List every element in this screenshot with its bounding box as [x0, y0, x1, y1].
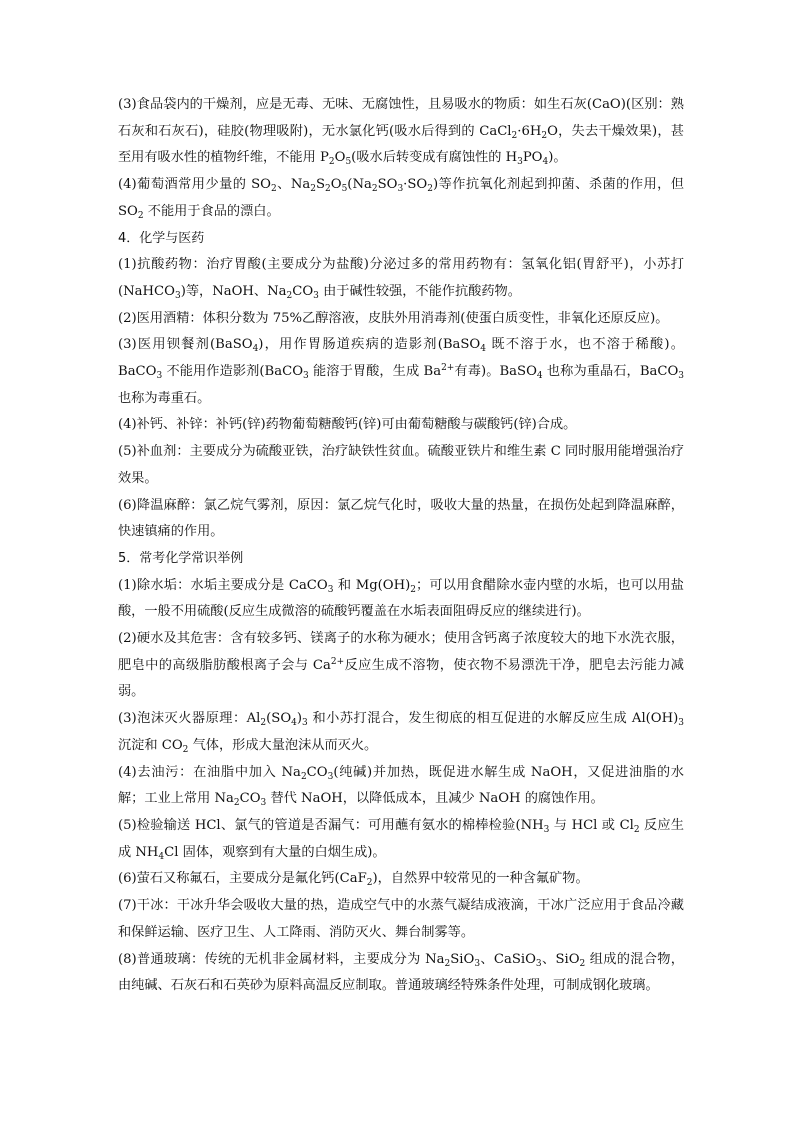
document-body [118, 92, 684, 1000]
paragraph: (8)普通玻璃：传统的无机非金属材料，主要成分为 $Na_2SiO_3$、CaSiO$_3$、SiO$_2$ 组成的混合物，由纯碱、石灰石和石英砂为原料高温反应制取。普通玻璃经特殊条件处理，可制成钢化玻璃。 [118, 951, 684, 994]
paragraph: (2)医用酒精：体积分数为 75%乙醇溶液，皮肤外用消毒剂(使蛋白质变性，非氧化还原反应)。 [118, 310, 669, 326]
paragraph: (3)泡沫灭火器原理：$Al_2(SO_4)_3$ 和小苏打混合，发生彻底的相互促进的水解反应生成 $Al(OH)_3$ 沉淀和 $CO_2$ 气体，形成大量泡沫从而灭火。 [118, 711, 684, 755]
paragraph: (5)检验输送 HCl、氯气的管道是否漏气：可用蘸有氨水的棉棒检验($NH_3$ 与 HCl 或 $Cl_2$ 反应生成 $NH_4Cl$ 固体，观察到有大量的白烟生成)。 [118, 817, 684, 862]
paragraph: (4)葡萄酒常用少量的 $SO_2$、$Na_2S_2O_5(Na_2SO_3\cdot SO_2)$等作抗氧化剂起到抑菌、杀菌的作用，但 $SO_2$ 不能用于食品的漂白。 [118, 177, 684, 221]
paragraph: (5)补血剂：主要成分为硫酸亚铁，治疗缺铁性贫血。硫酸亚铁片和维生素 C 同时服用能增强治疗效果。 [118, 444, 684, 486]
paragraph: (7)干冰：干冰升华会吸收大量的热，造成空气中的水蒸气凝结成液滴，干冰广泛应用于食品冷藏和保鲜运输、医疗卫生、人工降雨、消防灭火、舞台制雾等。 [118, 898, 684, 940]
paragraph: (4)去油污：在油脂中加入 $Na_2CO_3$(纯碱)并加热，既促进水解生成 NaOH，又促进油脂的水解；工业上常用 $Na_2CO_3$ 替代 NaOH，以降低成本，且减少 NaOH 的腐蚀作用。 [118, 764, 684, 809]
paragraph: (3)医用钡餐剂(BaSO$_4$)，用作胃肠道疾病的造影剂(BaSO$_4$ 既不溶于水，也不溶于稀酸)。BaCO$_3$ 不能用作造影剂(BaCO$_3$ 能溶于胃酸，生成 $Ba^{2+}$有毒)。BaSO$_4$ 也称为重晶石，BaCO$_3$ 也称为毒重石。 [118, 337, 685, 406]
paragraph: (2)硬水及其危害：含有较多钙、镁离子的水称为硬水；使用含钙离子浓度较大的地下水洗衣服，肥皂中的高级脂肪酸根离子会与 $Ca^{2+}$反应生成不溶物，使衣物不易漂洗干净，肥皂去污能力减弱。 [118, 631, 684, 700]
section-heading: 4．化学与医药 [118, 230, 205, 246]
paragraph: (1)抗酸药物：治疗胃酸(主要成分为盐酸)分泌过多的常用药物有：氢氧化铝(胃舒平)，小苏打(NaHCO$_3$)等，NaOH、$Na_2CO_3$ 由于碱性较强，不能作抗酸药物。 [118, 257, 684, 301]
paragraph: (6)降温麻醉：氯乙烷气雾剂，原因：氯乙烷气化时，吸收大量的热量，在损伤处起到降温麻醉，快速镇痛的作用。 [118, 497, 684, 540]
section-heading: 5．常考化学常识举例 [118, 550, 244, 566]
paragraph: (1)除水垢：水垢主要成分是 CaCO$_3$ 和 $Mg(OH)_2$；可以用食醋除水壶内壁的水垢，也可以用盐酸，一般不用硫酸(反应生成微溶的硫酸钙覆盖在水垢表面阻碍反应的继续进行)。 [118, 577, 684, 620]
paragraph: (4)补钙、补锌：补钙(锌)药物葡萄糖酸钙(锌)可由葡萄糖酸与碳酸钙(锌)合成。 [118, 417, 577, 433]
paragraph: (3)食品袋内的干燥剂，应是无毒、无味、无腐蚀性，且易吸水的物质：如生石灰(CaO)(区别：熟石灰和石灰石)，硅胶(物理吸附)，无水氯化钙(吸水后得到的 $CaCl_2\cdot 6H_2O$，失去干燥效果)，甚至用有吸水性的植物纤维，不能用 $P_2O_5$(吸水后转变成有腐蚀性的 $H_3PO_4$)。 [118, 97, 684, 168]
paragraph: (6)萤石又称氟石，主要成分是氟化钙(CaF$_2$)，自然界中较常见的一种含氟矿物。 [118, 871, 589, 889]
